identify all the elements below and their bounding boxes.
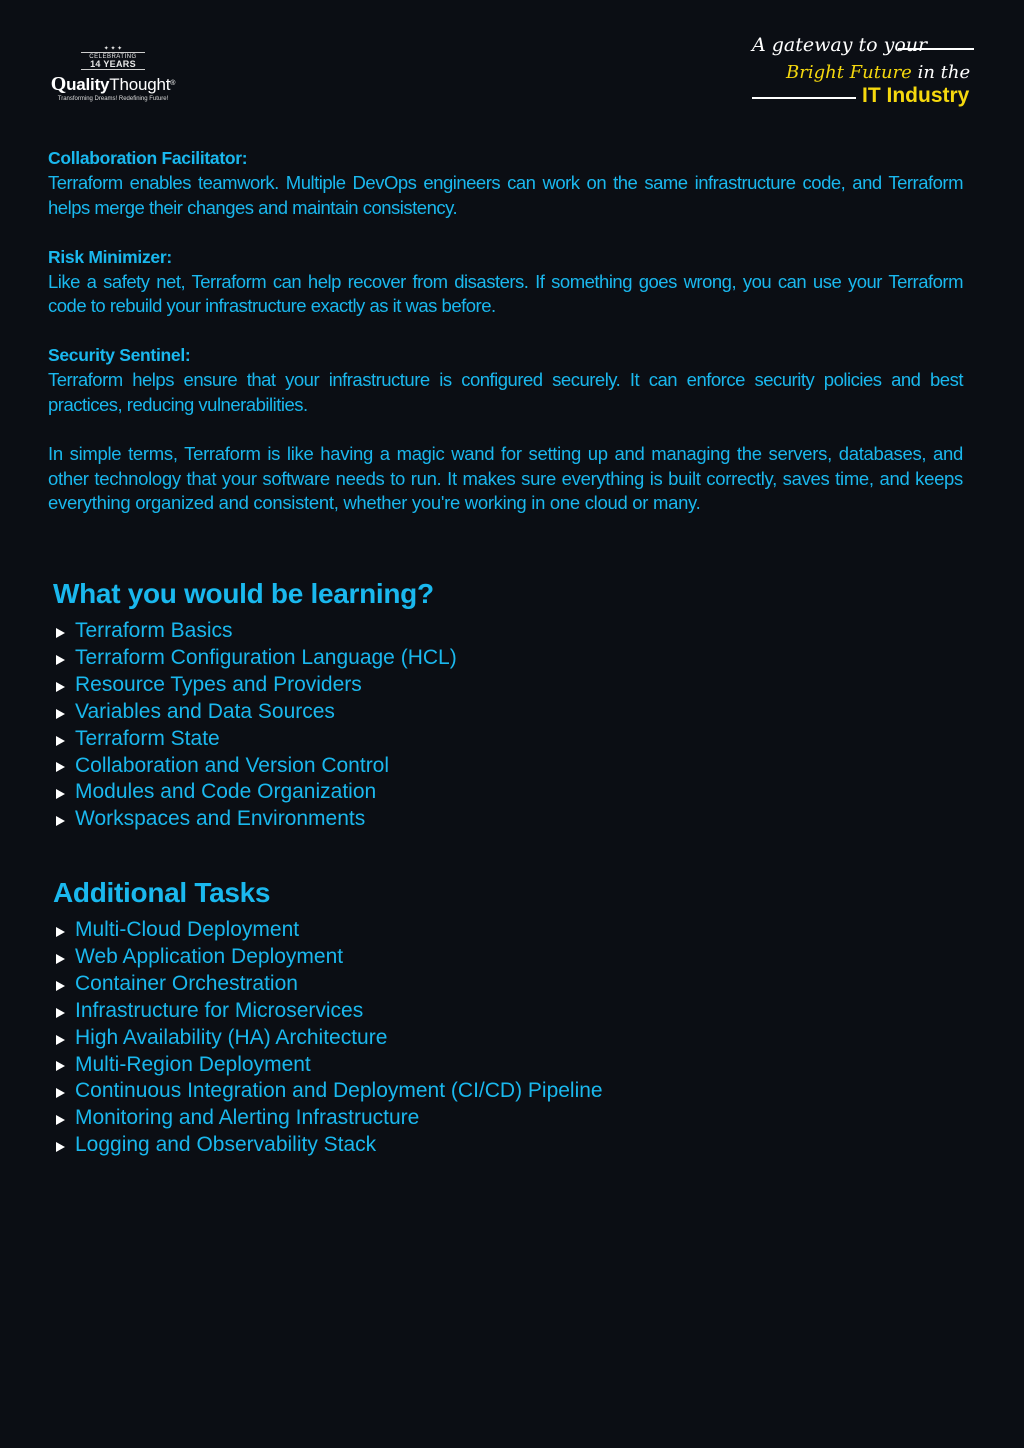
list-item — [53, 971, 953, 998]
list-item-label: Terraform Basics — [75, 619, 233, 642]
list-item-label: Workspaces and Environments — [75, 807, 366, 831]
slogan-it-industry: IT Industry — [862, 84, 970, 107]
crown-icon: ✦ ✦ ✦ — [103, 46, 123, 52]
triangle-right-icon — [56, 954, 65, 964]
tasks-section — [53, 875, 953, 1159]
learning-heading: What you would be learning? — [53, 578, 434, 609]
slogan-line-1: A gateway to your — [752, 34, 928, 56]
triangle-right-icon — [56, 736, 65, 746]
list-item-label: Container Orchestration — [75, 971, 298, 995]
list-item-label: Collaboration and Version Control — [75, 753, 390, 777]
block-text: Terraform helps ensure that your infrastructure is configured securely. It can enforce security policies and best practices, reducing vulnerabilities. — [48, 369, 963, 415]
list-item-label: Terraform Configuration Language (HCL) — [75, 645, 457, 669]
block-text: Like a safety net, Terraform can help recover from disasters. If something goes wrong, you can use your Terraform code to rebuild your infrastructure exactly as it was before. — [48, 270, 963, 317]
list-item — [53, 753, 953, 780]
list-item — [53, 944, 953, 971]
logo-tagline: Transforming Dreams! Redefining Future! — [57, 96, 169, 102]
list-item — [53, 998, 953, 1025]
tasks-list — [53, 917, 953, 1159]
list-item-label: Modules and Code Organization — [75, 780, 377, 804]
registered-mark: ® — [170, 80, 176, 87]
triangle-right-icon — [56, 628, 65, 638]
list-item-label: Monitoring and Alerting Infrastructure — [75, 1106, 420, 1130]
list-item — [53, 1025, 953, 1052]
quality-thought-logo — [38, 46, 188, 102]
list-item — [53, 672, 953, 699]
slogan-rule-2 — [752, 97, 856, 99]
list-item-label: Variables and Data Sources — [75, 699, 335, 723]
list-item — [53, 1052, 953, 1079]
triangle-right-icon — [56, 762, 65, 772]
list-item — [53, 699, 953, 726]
list-item — [53, 917, 953, 944]
learning-section — [53, 576, 953, 833]
list-item-label: Logging and Observability Stack — [75, 1133, 377, 1157]
triangle-right-icon — [56, 655, 65, 665]
logo-q: Q — [50, 73, 67, 95]
list-item-label: Web Application Deployment — [75, 944, 344, 968]
logo-quality: uality — [66, 75, 110, 94]
list-item — [53, 645, 953, 672]
block-title: Risk Minimizer: — [48, 246, 172, 267]
triangle-right-icon — [56, 981, 65, 991]
block-security — [48, 343, 963, 418]
header-slogan — [752, 34, 974, 114]
triangle-right-icon — [56, 789, 65, 799]
triangle-right-icon — [56, 682, 65, 692]
list-item — [53, 779, 953, 806]
list-item-label: High Availability (HA) Architecture — [75, 1025, 388, 1049]
slogan-in-the: in the — [917, 62, 971, 83]
triangle-right-icon — [56, 1115, 65, 1125]
slogan-bright-future: Bright Future — [786, 62, 912, 83]
block-title: Security Sentinel: — [48, 345, 191, 366]
list-item-label: Resource Types and Providers — [75, 672, 362, 696]
list-item-label: Multi-Region Deployment — [75, 1052, 311, 1076]
list-item — [53, 1078, 953, 1105]
triangle-right-icon — [56, 816, 65, 826]
triangle-right-icon — [56, 927, 65, 937]
block-title: Collaboration Facilitator: — [48, 148, 248, 168]
triangle-right-icon — [56, 1142, 65, 1152]
triangle-right-icon — [56, 1061, 65, 1071]
list-item-label: Infrastructure for Microservices — [75, 998, 364, 1022]
list-item — [53, 806, 953, 833]
list-item — [53, 618, 953, 645]
badge-celebrating: CELEBRATING — [89, 54, 137, 60]
list-item — [53, 1132, 953, 1159]
main-content — [48, 146, 963, 516]
slogan-line-2 — [786, 62, 970, 83]
learning-list — [53, 618, 953, 833]
triangle-right-icon — [56, 1008, 65, 1018]
block-risk — [48, 245, 963, 320]
summary-paragraph: In simple terms, Terraform is like having a magic wand for setting up and managing the servers, databases, and other technology that your software needs to run. It makes sure everything is built correctly, saves time, and keeps everything organized and consistent, whether you're working in one cloud or many. — [48, 442, 963, 514]
list-item — [53, 726, 953, 753]
badge-years: 14 YEARS — [90, 59, 136, 69]
logo-thought: Thought — [109, 75, 171, 94]
block-collaboration — [48, 146, 963, 221]
triangle-right-icon — [56, 709, 65, 719]
anniversary-badge — [81, 52, 144, 70]
block-text: Terraform enables teamwork. Multiple DevOps engineers can work on the same infrastructure code, and Terraform helps merge their changes and maintain consistency. — [48, 172, 963, 218]
slogan-rule-1 — [898, 48, 974, 50]
triangle-right-icon — [56, 1088, 65, 1098]
triangle-right-icon — [56, 1035, 65, 1045]
list-item — [53, 1105, 953, 1132]
tasks-heading: Additional Tasks — [53, 877, 271, 908]
list-item-label: Terraform State — [75, 726, 220, 750]
list-item-label: Continuous Integration and Deployment (CI/CD) Pipeline — [75, 1079, 603, 1103]
logo-wordmark — [38, 75, 188, 94]
list-item-label: Multi-Cloud Deployment — [75, 918, 300, 941]
